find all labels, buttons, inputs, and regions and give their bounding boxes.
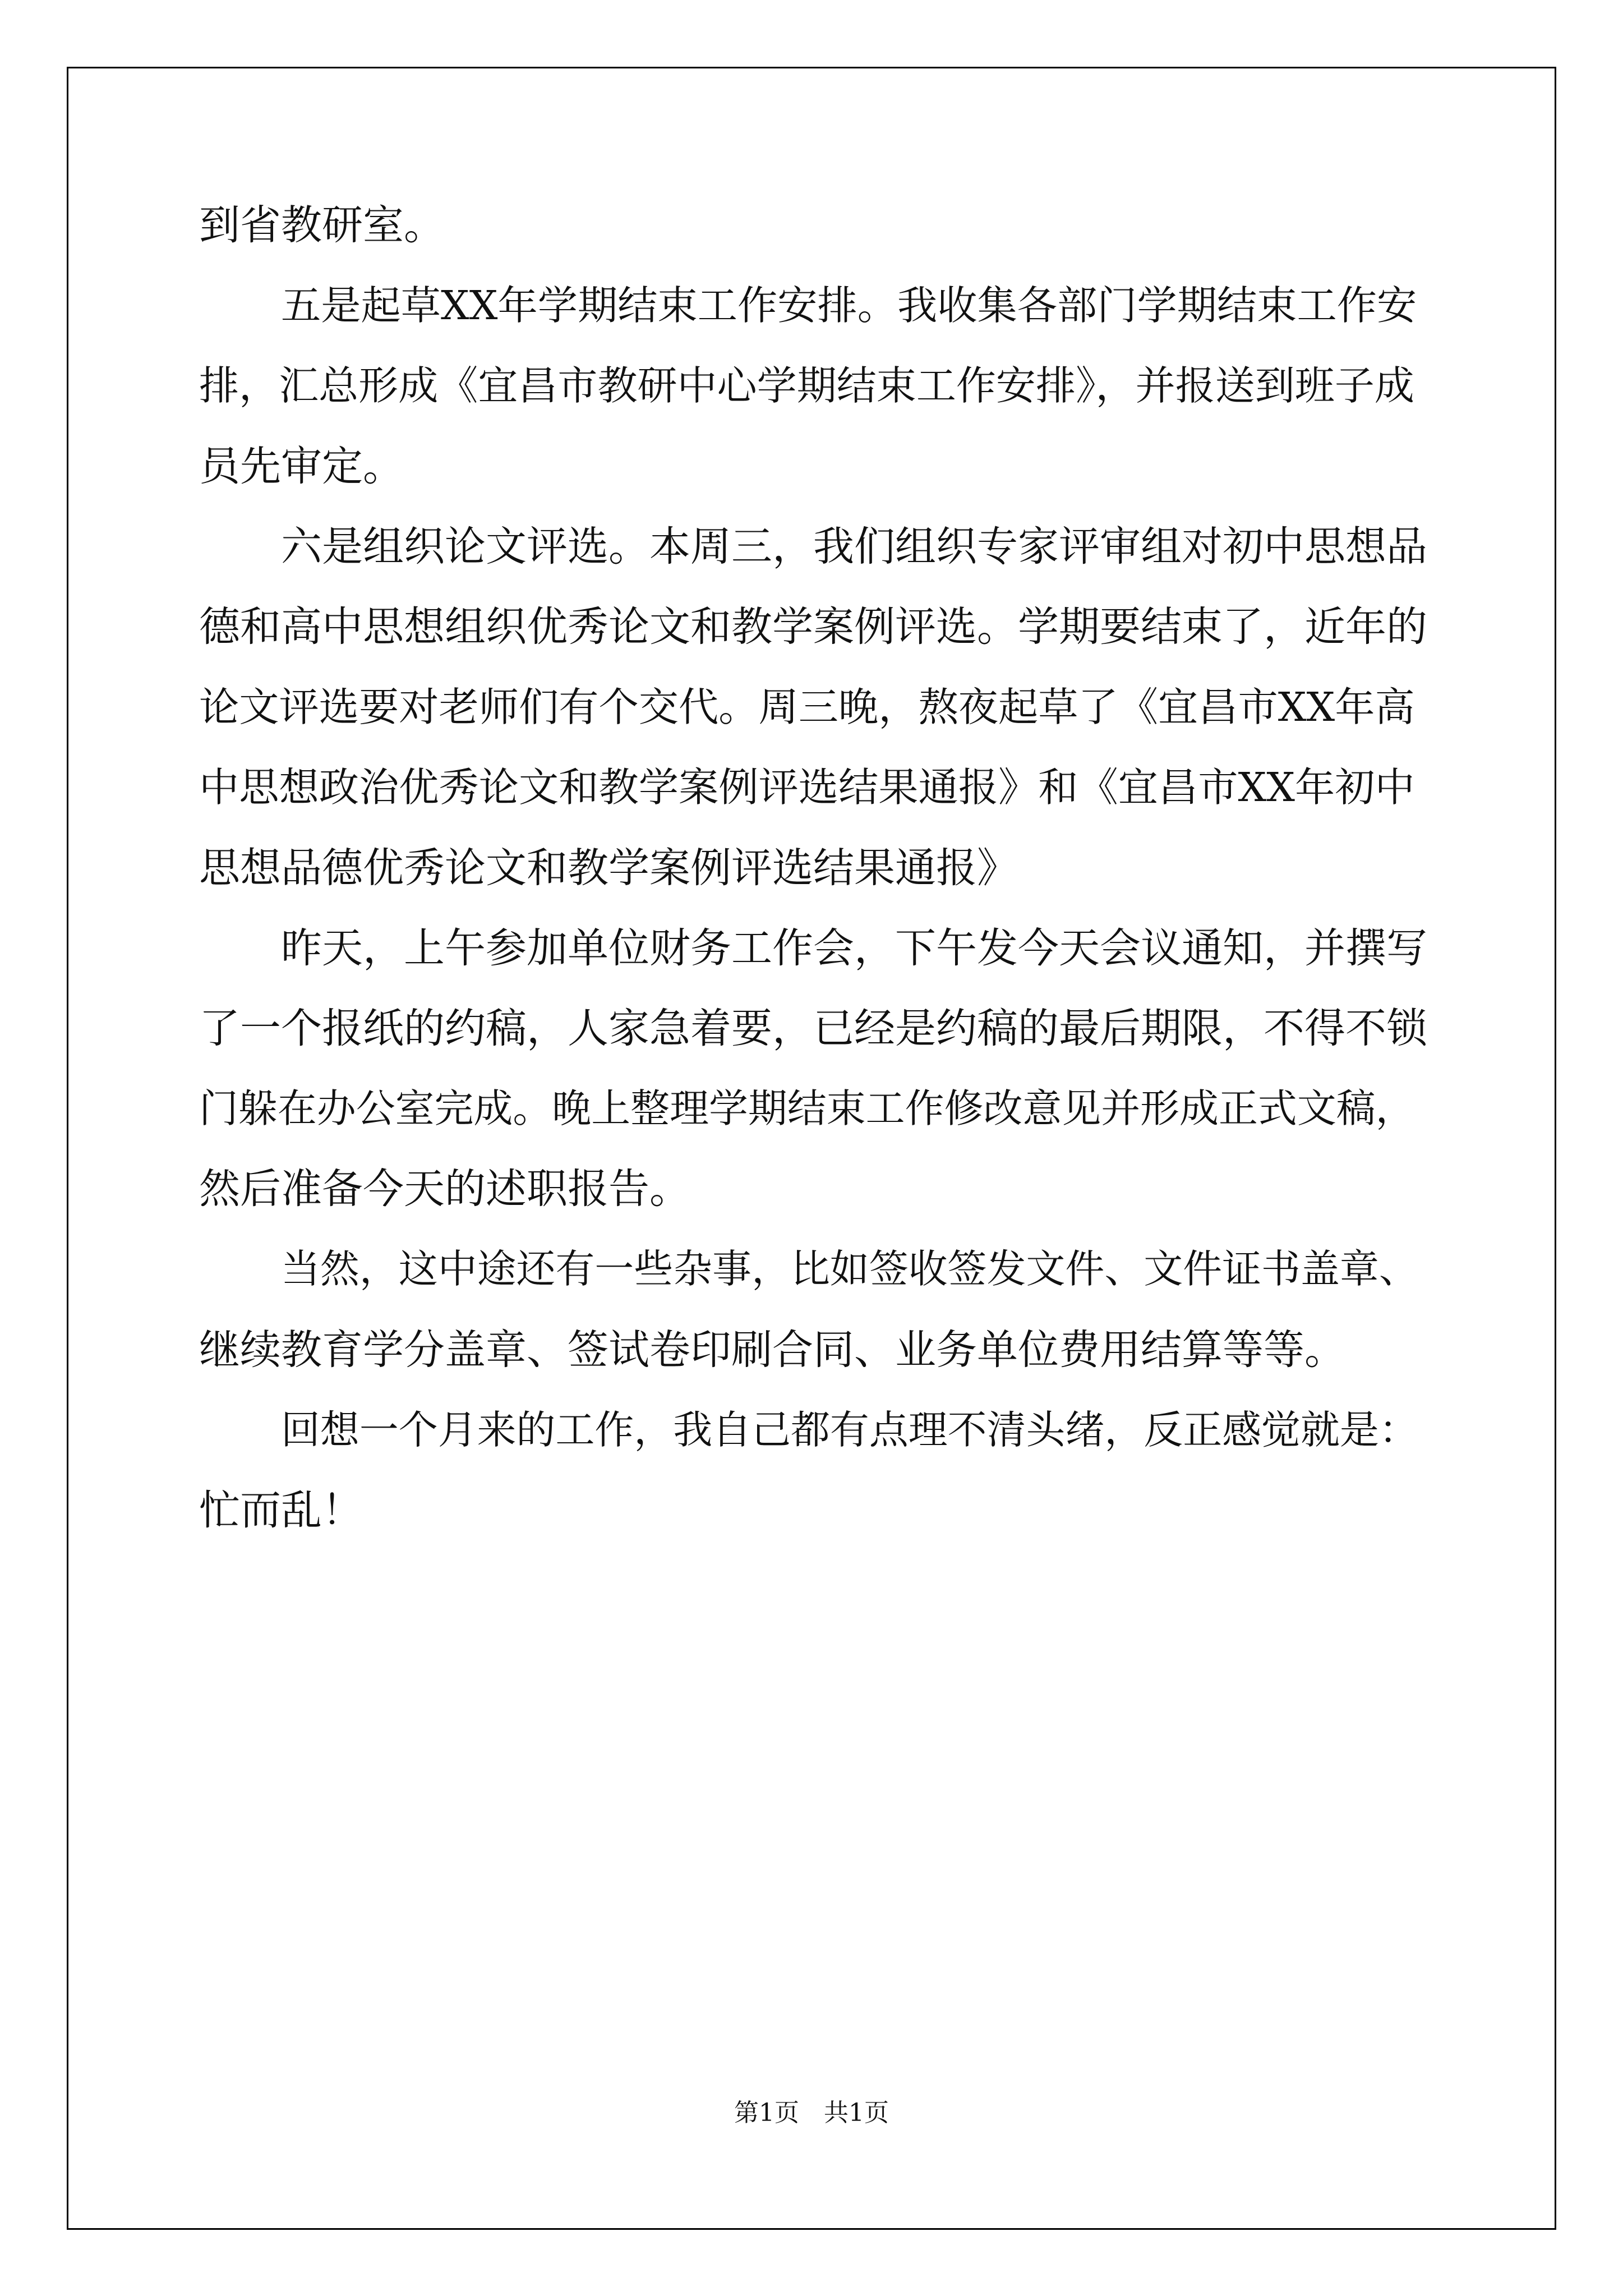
text-line: 排，汇总形成《宜昌市教研中心学期结束工作安排》，并报送到班子成 (199, 362, 1414, 409)
page-footer: 第1页 共1页 (734, 2099, 889, 2127)
text-line: 到省教研室。 (199, 201, 445, 249)
text-line: 论文评选要对老师们有个交代。周三晚，熬夜起草了《宜昌市XX年高 (199, 684, 1415, 731)
text-line: 继续教育学分盖章、签试卷印刷合同、业务单位费用结算等等。 (199, 1326, 1345, 1374)
text-line: 昨天，上午参加单位财务工作会，下午发今天会议通知，并撰写 (281, 924, 1427, 972)
paragraph (199, 185, 1427, 265)
text-line: 思想品德优秀论文和教学案例评选结果通报》 (199, 844, 1018, 892)
paragraph (199, 265, 1427, 507)
text-line: 中思想政治优秀论文和教学案例评选结果通报》和《宜昌市XX年初中 (199, 764, 1415, 811)
text-line: 当然，这中途还有一些杂事，比如签收签发文件、文件证书盖章、 (281, 1246, 1418, 1292)
text-line: 然后准备今天的述职报告。 (199, 1165, 690, 1213)
text-line: 门躲在办公室完成。晚上整理学期结束工作修改意见并形成正式文稿， (199, 1086, 1415, 1132)
text-line: 了一个报纸的约稿，人家急着要，已经是约稿的最后期限，不得不锁 (199, 1004, 1427, 1052)
paragraph (199, 1229, 1427, 1389)
text-line: 五是起草XX年学期结束工作安排。我收集各部门学期结束工作安 (281, 282, 1417, 329)
text-line: 德和高中思想组织优秀论文和教学案例评选。学期要结束了，近年的 (199, 602, 1427, 651)
paragraph (199, 908, 1427, 1230)
text-line: 员先审定。 (199, 442, 404, 490)
text-line: 六是组织论文评选。本周三，我们组织专家评审组对初中思想品 (281, 522, 1427, 570)
text-line: 忙而乱！ (199, 1487, 363, 1534)
text-line: 回想一个月来的工作，我自己都有点理不清头绪，反正感觉就是： (281, 1407, 1418, 1453)
document-body (199, 185, 1427, 1550)
paragraph (199, 1390, 1427, 1550)
paragraph (199, 507, 1427, 908)
